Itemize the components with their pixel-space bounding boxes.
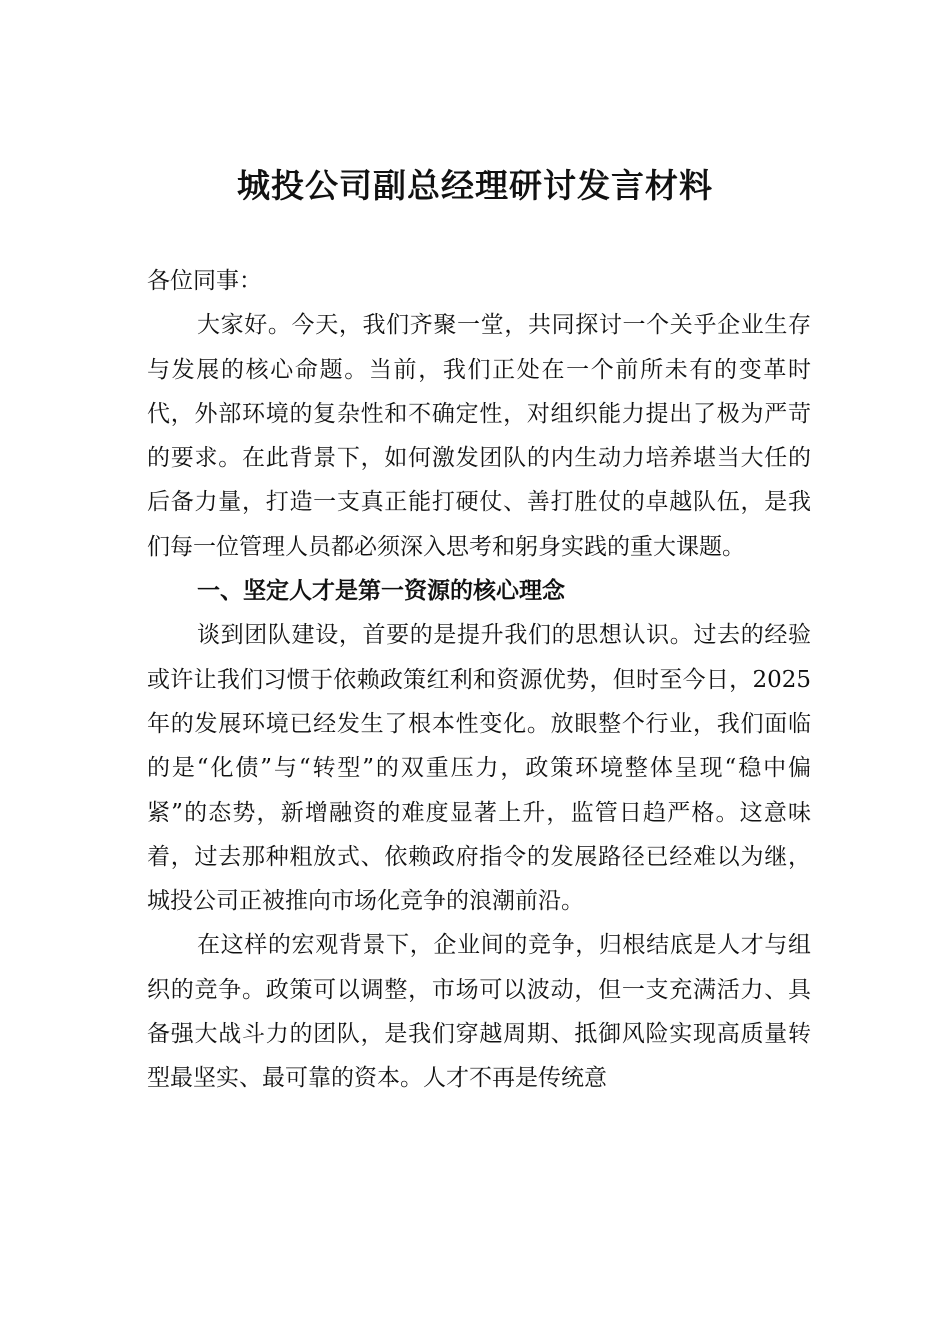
paragraph-intro: 大家好。今天，我们齐聚一堂，共同探讨一个关乎企业生存与发展的核心命题。当前，我们正处在一个前所未有的变革时代，外部环境的复杂性和不确定性，对组织能力提出了极为严苛的要求。在此背景下，如何激发团队的内生动力培养堪当大任的后备力量，打造一支真正能打硬仗、善打胜仗的卓越队伍，是我们每一位管理人员都必须深入思考和躬身实践的重大课题。 xyxy=(147,312,811,560)
document-body xyxy=(147,259,811,1101)
section-heading: 一、坚定人才是第一资源的核心理念 xyxy=(197,578,565,605)
paragraph-section1-2: 在这样的宏观背景下，企业间的竞争，归根结底是人才与组织的竞争。政策可以调整，市场可以波动，但一支充满活力、具备强大战斗力的团队，是我们穿越周期、抵御风险实现高质量转型最坚实、最可靠的资本。人才不再是传统意 xyxy=(147,932,811,1092)
salutation: 各位同事： xyxy=(147,268,262,294)
paragraph-section1-1: 谈到团队建设，首要的是提升我们的思想认识。过去的经验或许让我们习惯于依赖政策红利和资源优势，但时至今日，2025 年的发展环境已经发生了根本性变化。放眼整个行业，我们面临的是“化债”与“转型”的双重压力，政策环境整体呈现“稳中偏紧”的态势，新增融资的难度显著上升，监管日趋严格。这意味着，过去那种粗放式、依赖政府指令的发展路径已经难以为继，城投公司正被推向市场化竞争的浪潮前沿。 xyxy=(147,622,811,915)
document-title: 城投公司副总经理研讨发言材料 xyxy=(237,166,713,205)
